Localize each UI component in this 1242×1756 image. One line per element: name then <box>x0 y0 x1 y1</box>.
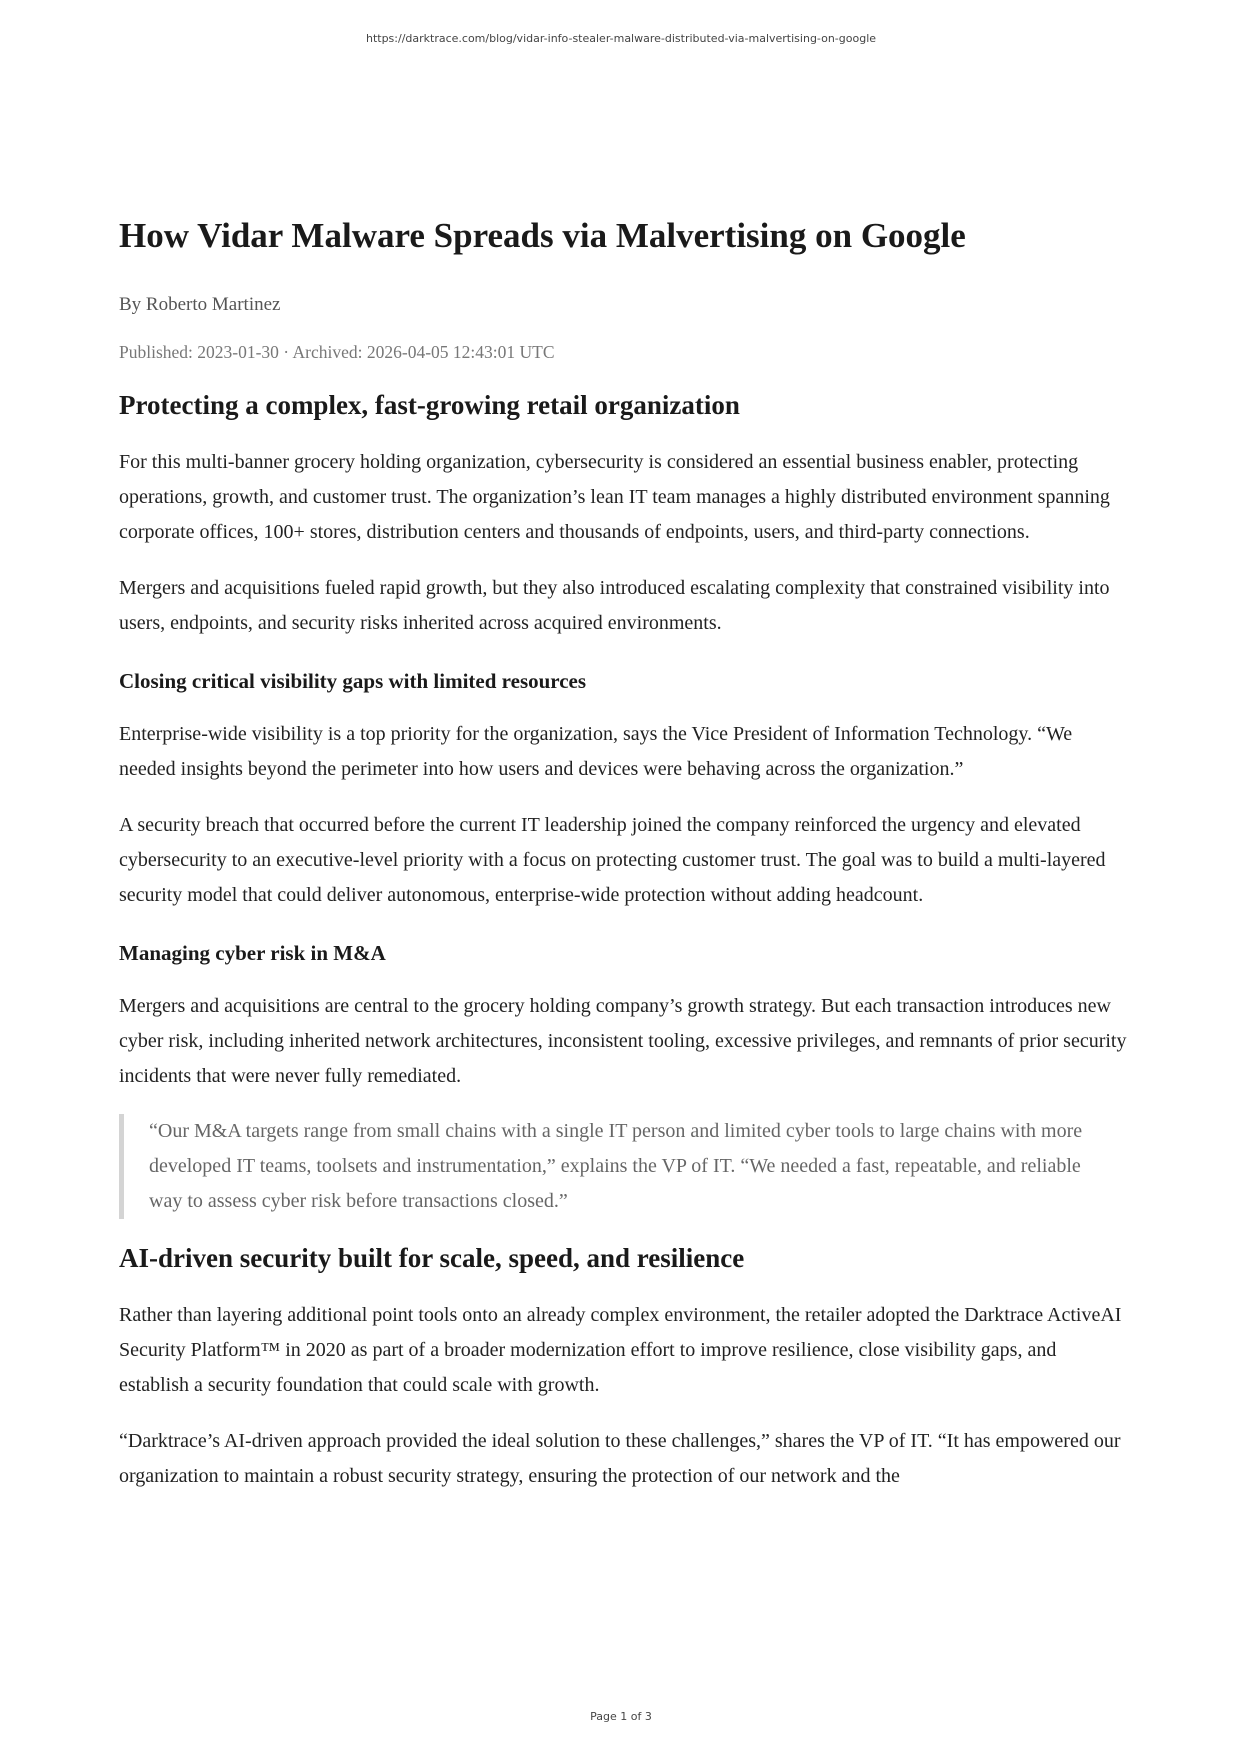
page-number: Page 1 of 3 <box>590 1710 652 1723</box>
article <box>119 212 1129 1494</box>
article-title: How Vidar Malware Spreads via Malvertising on Google <box>119 216 966 255</box>
paragraph: Mergers and acquisitions are central to the grocery holding company’s growth strategy. But each transaction introduces new cyber risk, including inherited network architectures, inconsistent tooling, excessive privileges, and remnants of prior security incidents that were never fully remediated. <box>119 995 1127 1087</box>
section-heading-retail: Protecting a complex, fast-growing retail organization <box>119 390 740 420</box>
article-meta: Published: 2023-01-30 · Archived: 2026-04-05 12:43:01 UTC <box>119 342 555 362</box>
paragraph: A security breach that occurred before the current IT leadership joined the company reinforced the urgency and elevated cybersecurity to an executive-level priority with a focus on protecting customer trust. The goal was to build a multi-layered security model that could deliver autonomous, enterprise-wide protection without adding headcount. <box>119 814 1106 906</box>
section-heading-ai-security: AI-driven security built for scale, speed, and resilience <box>119 1243 745 1273</box>
paragraph: “Darktrace’s AI-driven approach provided the ideal solution to these challenges,” shares the VP of IT. “It has empowered our organization to maintain a robust security strategy, ensuring the protection of our network and the <box>119 1430 1121 1487</box>
paragraph: Mergers and acquisitions fueled rapid growth, but they also introduced escalating complexity that constrained visibility into users, endpoints, and security risks inherited across acquired environments. <box>119 577 1110 634</box>
subheading-visibility-gaps: Closing critical visibility gaps with limited resources <box>119 669 587 693</box>
page-url: https://darktrace.com/blog/vidar-info-stealer-malware-distributed-via-malvertising-on-google <box>365 32 877 45</box>
paragraph: Rather than layering additional point tools onto an already complex environment, the retailer adopted the Darktrace ActiveAI Security Platform™ in 2020 as part of a broader modernization effort to improve resilience, close visibility gaps, and establish a security foundation that could scale with growth. <box>119 1304 1122 1396</box>
pull-quote: “Our M&A targets range from small chains with a single IT person and limited cyber tools to large chains with more developed IT teams, toolsets and instrumentation,” explains the VP of IT. “We needed a fast, repeatable, and reliable way to assess cyber risk before transactions closed.” <box>119 1114 1089 1219</box>
article-byline: By Roberto Martinez <box>119 294 281 315</box>
paragraph: For this multi-banner grocery holding organization, cybersecurity is considered an essential business enabler, protecting operations, growth, and customer trust. The organization’s lean IT team manages a highly distributed environment spanning corporate offices, 100+ stores, distribution centers and thousands of endpoints, users, and third-party connections. <box>119 451 1110 543</box>
subheading-cyber-risk-ma: Managing cyber risk in M&A <box>119 941 386 965</box>
paragraph: Enterprise-wide visibility is a top priority for the organization, says the Vice President of Information Technology. “We needed insights beyond the perimeter into how users and devices were behaving across the organization.” <box>119 723 1073 780</box>
